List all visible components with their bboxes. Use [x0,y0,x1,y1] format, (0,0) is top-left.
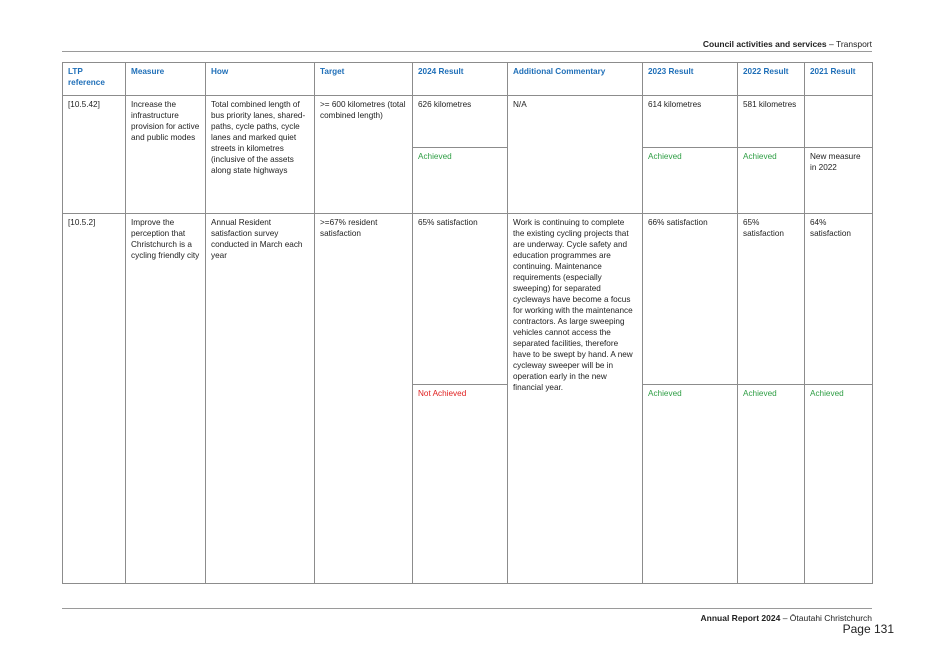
col-header-how: How [206,63,315,96]
measure-cell: Improve the perception that Christchurch is a cycling friendly city [126,214,206,584]
result-2022-cell [738,96,805,214]
header-rule [62,51,872,52]
footer-rule [62,608,872,609]
table-row [63,214,873,584]
result-2023-cell [643,96,738,214]
col-header-measure: Measure [126,63,206,96]
table-header-row [63,63,873,96]
result-2021-value: 64% satisfaction [805,214,872,385]
target-cell: >= 600 kilometres (total combined length) [315,96,413,214]
ltp-reference-cell: [10.5.2] [63,214,126,584]
page-number: Page 131 [842,622,894,636]
ltp-reference-cell: [10.5.42] [63,96,126,214]
measure-cell: Increase the infrastructure provision for active and public modes [126,96,206,214]
footer-dash: – [780,613,790,623]
result-2024-status: Achieved [418,152,452,161]
result-2022-cell [738,214,805,584]
performance-table [62,62,873,584]
table-row [63,96,873,214]
result-2021-status: Achieved [810,389,844,398]
how-cell: Annual Resident satisfaction survey conducted in March each year [206,214,315,584]
commentary-cell: Work is continuing to complete the existing cycling projects that are underway. Cycle safety and education programmes are continuing. Maintenance requirements (especially sweeping) for separated cycleways have become a focus for working with the maintenance contractors. As large sweeping vehicles cannot access the separated facilities, therefore have to be swept by hand. A new cycleway sweeper will be in operation early in the new financial year. [508,214,643,584]
running-header [703,39,872,49]
col-header-2021-result: 2021 Result [805,63,873,96]
result-2023-cell [643,214,738,584]
footer-place: Ōtautahi Christchurch [789,613,872,623]
result-2022-status: Achieved [743,152,777,161]
result-2024-value: 626 kilometres [413,96,507,148]
result-2021-cell [805,214,873,584]
col-header-additional-commentary: Additional Commentary [508,63,643,96]
result-2021-value [805,96,872,148]
result-2024-value: 65% satisfaction [413,214,507,385]
result-2022-status: Achieved [743,389,777,398]
header-dash: – [826,39,836,49]
result-2023-value: 614 kilometres [643,96,737,148]
result-2022-value: 581 kilometres [738,96,804,148]
target-cell: >=67% resident satisfaction [315,214,413,584]
result-2023-status: Achieved [648,389,682,398]
result-2022-value: 65% satisfaction [738,214,804,385]
result-2021-cell [805,96,873,214]
footer-report: Annual Report 2024 [700,613,781,623]
header-section: Council activities and services [702,39,827,49]
result-2024-cell [413,214,508,584]
result-2023-status: Achieved [648,152,682,161]
header-subsection: Transport [835,39,872,49]
result-2024-cell [413,96,508,214]
col-header-2022-result: 2022 Result [738,63,805,96]
col-header-2024-result: 2024 Result [413,63,508,96]
col-header-ltp-reference: LTP reference [63,63,126,96]
commentary-cell: N/A [508,96,643,214]
result-2021-status: New measure in 2022 [810,152,861,172]
result-2023-value: 66% satisfaction [643,214,737,385]
how-cell: Total combined length of bus priority lanes, shared-paths, cycle paths, cycle lanes and marked quiet streets in kilometres (inclusive of the assets along state highways [206,96,315,214]
col-header-2023-result: 2023 Result [643,63,738,96]
col-header-target: Target [315,63,413,96]
result-2024-status: Not Achieved [418,389,467,398]
